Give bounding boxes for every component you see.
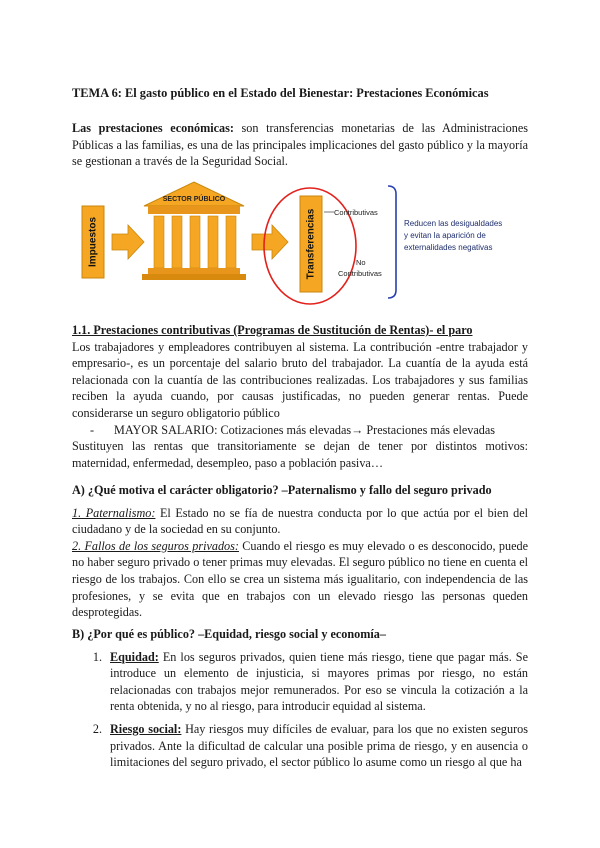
- arrow-left-icon: [112, 225, 144, 259]
- list-text: [110, 721, 528, 771]
- list-item: [72, 649, 528, 715]
- section-a: [72, 482, 528, 621]
- section-b: [72, 626, 528, 771]
- sector-publico-building: [142, 182, 246, 280]
- item-2-text: Cuando el riesgo es muy elevado o es desconocido, puede no haber seguro privado o tener primas muy elevadas. El seguro público no tiene en cuenta el riesgo de los trabajos. Con ello se crea un sistema más igualitario, con independencia de las profesiones, y se evita que en trabajos con un elevado riesgo las personas queden desprotegidas.: [72, 538, 528, 620]
- section-b-heading: B) ¿Por qué es público? –Equidad, riesgo social y economía–: [72, 627, 386, 641]
- list-number: 1.: [92, 649, 102, 664]
- note-line-2: y evitan la aparición de: [404, 231, 486, 240]
- transferencias-box: [300, 196, 322, 292]
- list-text: [110, 649, 528, 715]
- list-number: 2.: [92, 721, 102, 736]
- bullet-text: MAYOR SALARIO: Cotizaciones más elevadas→ Prestaciones más elevadas: [114, 422, 496, 437]
- section-11-heading: 1.1. Prestaciones contributivas (Programas de Sustitución de Rentas)- el paro: [72, 323, 473, 337]
- intro-paragraph: [72, 120, 528, 170]
- no-contributivas-label: Contributivas: [338, 269, 382, 278]
- section-contributivas: [72, 322, 528, 471]
- section-a-heading: A) ¿Qué motiva el carácter obligatorio? –Paternalismo y fallo del seguro privado: [72, 483, 492, 497]
- impuestos-label: Impuestos: [87, 216, 99, 268]
- note-line-3: externalidades negativas: [404, 243, 493, 252]
- section-a-item-1: [72, 505, 528, 538]
- transferencias-label: Transferencias: [305, 208, 317, 280]
- section-a-item-2: [72, 538, 528, 621]
- list-label: Equidad:: [110, 649, 159, 664]
- bullet-dash: -: [90, 422, 95, 437]
- item-1-text: El Estado no se fía de nuestra conducta por lo que actúa por el bien del ciudadano y de la sociedad en su conjunto.: [72, 505, 528, 537]
- list-body: En los seguros privados, quien tiene más riesgo, tiene que pagar más. Se introduce un elemento de injusticia, si mayores primas por riesgo, no están relacionadas con trabajos mejor remunerados. Por eso se vincula la cotización a la renta obtenida, y no al riesgo, para introducir equidad al sistema.: [110, 649, 528, 714]
- list-label: Riesgo social:: [110, 721, 182, 736]
- note-line-1: Reducen las desigualdades: [404, 219, 503, 228]
- list-item: [72, 721, 528, 771]
- public-sector-diagram: [72, 178, 528, 308]
- bullet-item: [72, 422, 528, 439]
- list-body: Hay riesgos muy difíciles de evaluar, para los que no existen seguros privados. Ante la dificultad de calcular una posible prima de riesgo, y en ausencia o limitaciones del seguro privado, el sector público lo asume como un riesgo al que ha: [110, 721, 528, 770]
- section-11-paragraph: Los trabajadores y empleadores contribuyen al sistema. La contribución -entre trabajador y empresario-, es un porcentaje del salario bruto del trabajador. La cuantía de la ayuda está relacionada con la cuantía de las contribuciones realizadas. Los trabajadores y sus familias reciben la ayuda cuando, por causas justificadas, no pueden generar rentas. Puede considerarse un seguro obligatorio público: [72, 339, 528, 420]
- item-2-label: 2. Fallos de los seguros privados:: [72, 538, 239, 553]
- section-11-paragraph-2: Sustituyen las rentas que transitoriamente se dejan de tener por distintos motivos: maternidad, enfermedad, desempleo, paso a población pasiva…: [72, 439, 528, 470]
- contributivas-label: Contributivas: [334, 208, 378, 217]
- bracket-icon: [388, 186, 396, 298]
- item-1-label: 1. Paternalismo:: [72, 505, 156, 520]
- impuestos-box: [82, 206, 104, 278]
- no-label: No: [356, 258, 366, 267]
- intro-text: son transferencias monetarias de las Administraciones Públicas a las familias, es una de las principales implicaciones del gasto público y la mayoría se gestionan a través de la Seguridad Social.: [72, 121, 528, 169]
- arrow-right-icon: [252, 225, 288, 259]
- sector-publico-label: SECTOR PÚBLICO: [162, 196, 226, 203]
- intro-lead: Las prestaciones económicas:: [72, 121, 234, 135]
- page-title: TEMA 6: El gasto público en el Estado del Bienestar: Prestaciones Económicas: [72, 86, 489, 100]
